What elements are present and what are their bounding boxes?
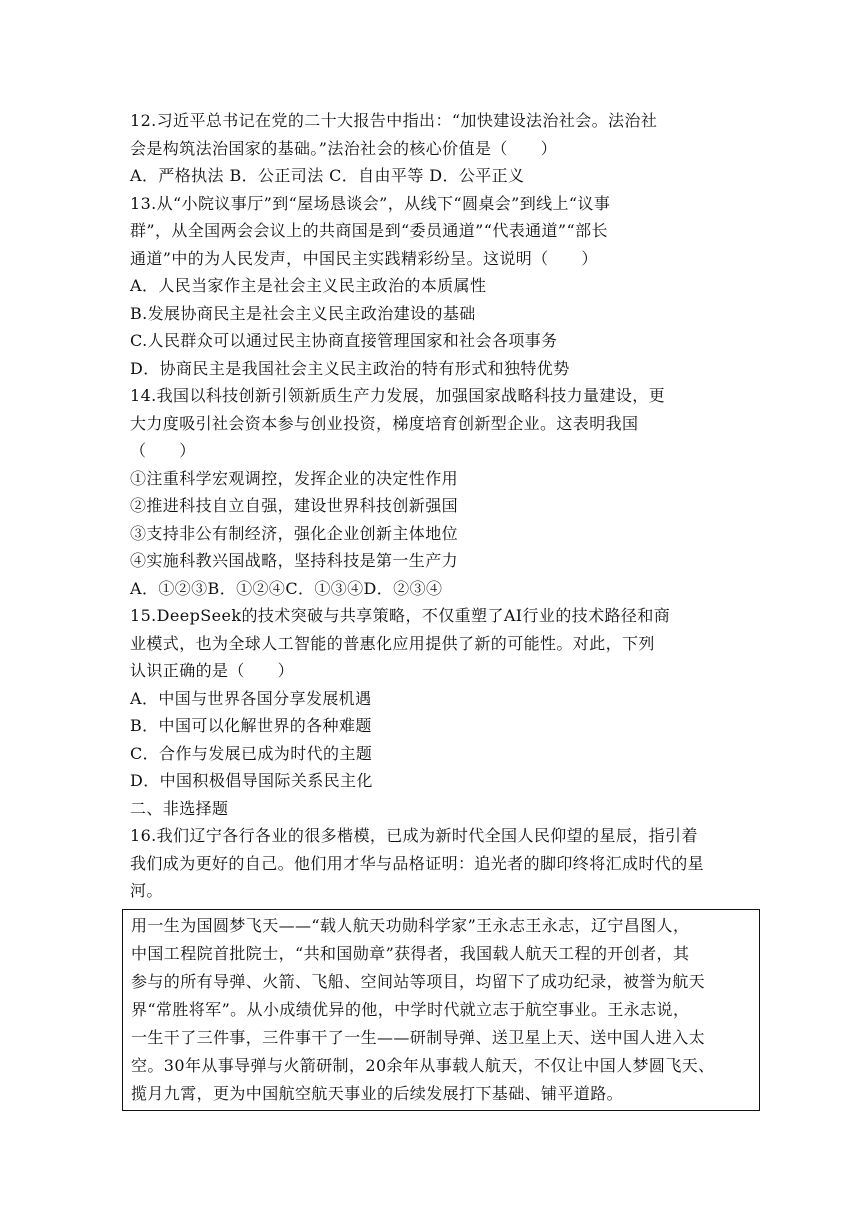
question-13 [130, 190, 755, 383]
question-14 [130, 382, 755, 602]
material-line: 揽月九霄，更为中国航空航天事业的后续发展打下基础、铺平道路。 [131, 1083, 624, 1103]
material-line: 空。30年从事导弹与火箭研制，20余年从事载人航天，不仅让中国人梦圆飞天、 [131, 1055, 715, 1075]
text-line: 会是构筑法治国家的基础。”法治社会的核心价值是（ ） [130, 138, 557, 158]
material-line: 参与的所有导弹、火箭、飞船、空间站等项目，均留下了成功纪录，被誉为航天 [131, 971, 706, 991]
material-line: 中国工程院首批院士，“共和国勋章”获得者，我国载人航天工程的开创者，其 [131, 943, 690, 963]
text-line: 群”，从全国两会会议上的共商国是到“委员通道”“代表通道”“部长 [130, 221, 608, 240]
text-line: 我们成为更好的自己。他们用才华与品格证明：追光者的脚印终将汇成时代的星 [130, 853, 705, 873]
text-line: 15.DeepSeek的技术突破与共享策略，不仅重塑了AI行业的技术路径和商 [130, 606, 671, 625]
text-line: （ ） [130, 441, 196, 460]
statement-4: ④实施科教兴国战略，坚持科技是第一生产力 [130, 551, 459, 570]
text-line: 业模式，也为全球人工智能的普惠化应用提供了新的可能性。对此，下列 [130, 633, 655, 653]
option-c: C.人民群众可以通过民主协商直接管理国家和社会各项事务 [130, 331, 558, 350]
option-b: B．中国可以化解世界的各种难题 [130, 716, 372, 735]
question-12 [130, 107, 755, 190]
text-line: 河。 [130, 881, 163, 900]
text-line: 认识正确的是（ ） [130, 661, 295, 680]
option-a: A．人民当家作主是社会主义民主政治的本质属性 [130, 276, 487, 295]
document-page [130, 107, 755, 1111]
option-b: B.发展协商民主是社会主义民主政治建设的基础 [130, 303, 476, 323]
text-line: 14.我国以科技创新引领新质生产力发展，加强国家战略科技力量建设，更 [130, 386, 666, 405]
question-16 [130, 822, 755, 1111]
text-line: 13.从“小院议事厅”到“屋场恳谈会”，从线下“圆桌会”到线上“议事 [130, 193, 611, 213]
statement-3: ③支持非公有制经济，强化企业创新主体地位 [130, 523, 459, 543]
text-line: 16.我们辽宁各行各业的很多楷模，已成为新时代全国人民仰望的星辰，指引着 [130, 826, 698, 845]
section-heading: 二、非选择题 [130, 798, 229, 818]
material-line: 用一生为国圆梦飞天——“载人航天功勋科学家”王永志王永志，辽宁昌图人， [131, 915, 690, 935]
option-a: A．中国与世界各国分享发展机遇 [130, 688, 372, 708]
text-line: 12.习近平总书记在党的二十大报告中指出：“加快建设法治社会。法治社 [130, 111, 658, 130]
option-d: D．中国积极倡导国际关系民主化 [130, 771, 373, 790]
statement-1: ①注重科学宏观调控，发挥企业的决定性作用 [130, 468, 459, 488]
statement-2: ②推进科技自立自强，建设世界科技创新强国 [130, 496, 459, 515]
material-box [122, 909, 760, 1111]
text-line: 通道”中的为人民发声，中国民主实践精彩纷呈。这说明（ ） [130, 248, 598, 268]
answer-options: A．①②③B．①②④C．①③④D．②③④ [130, 578, 443, 598]
material-line: 界“常胜将军”。从小成绩优异的他，中学时代就立志于航空事业。王永志说， [131, 999, 690, 1019]
material-line: 一生干了三件事，三件事干了一生——研制导弹、送卫星上天、送中国人进入太 [131, 1027, 706, 1047]
answer-options: A．严格执法 B．公正司法 C．自由平等 D．公平正义 [130, 166, 525, 185]
option-c: C．合作与发展已成为时代的主题 [130, 743, 373, 763]
option-d: D．协商民主是我国社会主义民主政治的特有形式和独特优势 [130, 358, 570, 378]
text-line: 大力度吸引社会资本参与创业投资，梯度培育创新型企业。这表明我国 [130, 413, 639, 433]
question-15 [130, 602, 755, 795]
